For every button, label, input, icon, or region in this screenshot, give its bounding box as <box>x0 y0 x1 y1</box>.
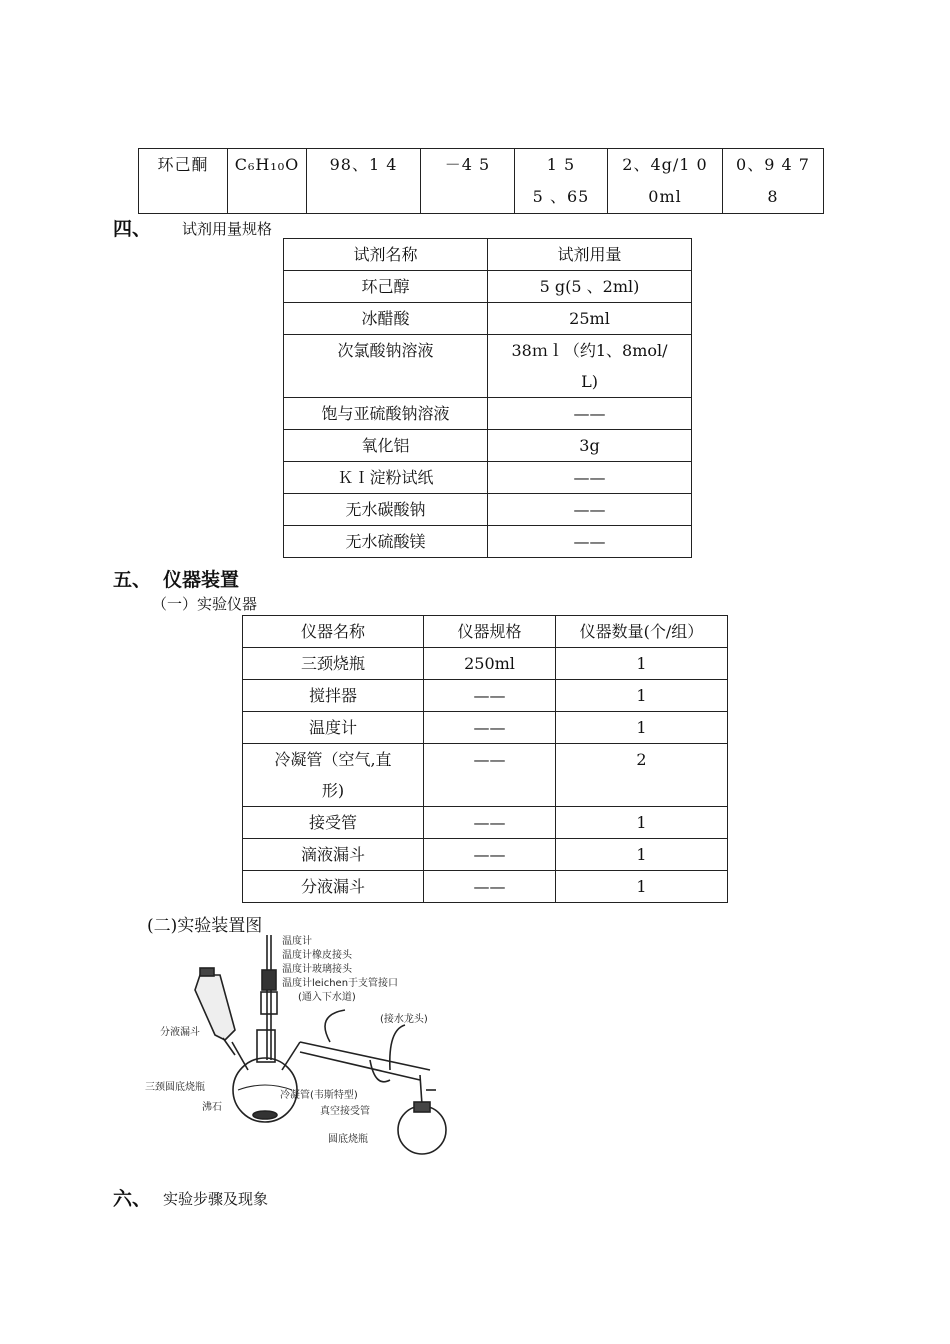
cell-mp: －4 5 <box>421 149 515 214</box>
reagent-table <box>283 238 692 558</box>
cell: —— <box>424 712 556 744</box>
label-three-neck-flask: 三颈圆底烧瓶 <box>145 1082 205 1093</box>
cell: 环己醇 <box>284 271 488 303</box>
table-row <box>243 648 728 680</box>
instrument-table <box>242 615 728 903</box>
table-row <box>243 744 728 807</box>
label-glass-joint: 温度计玻璃接头 <box>282 964 352 975</box>
table-row <box>284 462 692 494</box>
cell: 冰醋酸 <box>284 303 488 335</box>
subsection-apparatus: (二)实验装置图 <box>147 916 263 936</box>
header-instrument-qty: 仪器数量(个/组） <box>556 616 728 648</box>
table-row <box>284 526 692 558</box>
table-row <box>243 807 728 839</box>
table-header-row <box>243 616 728 648</box>
cell: 三颈烧瓶 <box>243 648 424 680</box>
cell: —— <box>424 807 556 839</box>
cell: —— <box>424 871 556 903</box>
table-row <box>243 871 728 903</box>
properties-table-row <box>138 148 824 214</box>
section-title-4: 试剂用量规格 <box>182 220 273 238</box>
table-row <box>139 149 824 214</box>
cell: 38ｍｌ（约1、8mol/ L) <box>488 335 692 398</box>
header-reagent-name: 试剂名称 <box>284 239 488 271</box>
section-number-6: 六、 <box>113 1188 152 1210</box>
cell: ＫＩ淀粉试纸 <box>284 462 488 494</box>
label-boiling-chip: 沸石 <box>202 1102 222 1113</box>
section-number-4: 四、 <box>113 218 152 240</box>
cell: 250ml <box>424 648 556 680</box>
label-drain-note: (通入下水道) <box>298 992 356 1003</box>
cell: 接受管 <box>243 807 424 839</box>
apparatus-diagram <box>140 930 460 1170</box>
label-bulb-note: 温度计leichen于支管接口 <box>282 978 399 989</box>
cell: 分液漏斗 <box>243 871 424 903</box>
table-row <box>284 430 692 462</box>
table-row <box>243 839 728 871</box>
cell: 滴液漏斗 <box>243 839 424 871</box>
cell: 次氯酸钠溶液 <box>284 335 488 398</box>
cell: 无水碳酸钠 <box>284 494 488 526</box>
cell-density: 0、9 4 7 8 <box>723 149 824 214</box>
cell: 1 <box>556 871 728 903</box>
label-round-flask: 圆底烧瓶 <box>328 1134 368 1145</box>
cell: 无水硫酸镁 <box>284 526 488 558</box>
cell: 1 <box>556 807 728 839</box>
cell: 温度计 <box>243 712 424 744</box>
header-instrument-name: 仪器名称 <box>243 616 424 648</box>
cell: 饱与亚硫酸钠溶液 <box>284 398 488 430</box>
header-instrument-spec: 仪器规格 <box>424 616 556 648</box>
table-row <box>243 680 728 712</box>
cell: 氧化铝 <box>284 430 488 462</box>
table-row <box>284 494 692 526</box>
cell: —— <box>424 839 556 871</box>
table-row <box>243 712 728 744</box>
label-separatory-funnel: 分液漏斗 <box>160 1027 200 1038</box>
cell: —— <box>488 462 692 494</box>
label-adapter: 真空接受管 <box>320 1106 370 1117</box>
cell-bp: 1 5 5 、65 <box>515 149 608 214</box>
section-title-5: 仪器装置 <box>163 569 240 591</box>
cell: 1 <box>556 712 728 744</box>
cell-solubility: 2、4g/1 0 0ml <box>608 149 723 214</box>
cell: 3g <box>488 430 692 462</box>
cell: 冷凝管（空气,直 形) <box>243 744 424 807</box>
section-number-5: 五、 <box>113 569 152 591</box>
cell: 1 <box>556 648 728 680</box>
cell-mw: 98、1 4 <box>307 149 421 214</box>
label-thermometer: 温度计 <box>282 936 312 947</box>
cell: —— <box>424 744 556 807</box>
label-condenser: 冷凝管(韦斯特型) <box>280 1090 358 1101</box>
cell: —— <box>488 526 692 558</box>
cell: —— <box>424 680 556 712</box>
table-row <box>284 335 692 398</box>
cell: 2 <box>556 744 728 807</box>
label-tap: (接水龙头) <box>380 1014 428 1025</box>
subsection-instruments: （一）实验仪器 <box>152 595 258 613</box>
cell: —— <box>488 494 692 526</box>
table-row <box>284 303 692 335</box>
cell: 搅拌器 <box>243 680 424 712</box>
cell: 1 <box>556 680 728 712</box>
label-rubber-joint: 温度计橡皮接头 <box>282 950 352 961</box>
cell: 5 g(5 、2ml) <box>488 271 692 303</box>
cell-formula: C₆H₁₀O <box>228 149 307 214</box>
table-row <box>284 271 692 303</box>
header-reagent-amount: 试剂用量 <box>488 239 692 271</box>
cell-name: 环己酮 <box>139 149 228 214</box>
section-title-6: 实验步骤及现象 <box>163 1190 269 1208</box>
table-header-row <box>284 239 692 271</box>
cell: 25ml <box>488 303 692 335</box>
table-row <box>284 398 692 430</box>
cell: —— <box>488 398 692 430</box>
cell: 1 <box>556 839 728 871</box>
